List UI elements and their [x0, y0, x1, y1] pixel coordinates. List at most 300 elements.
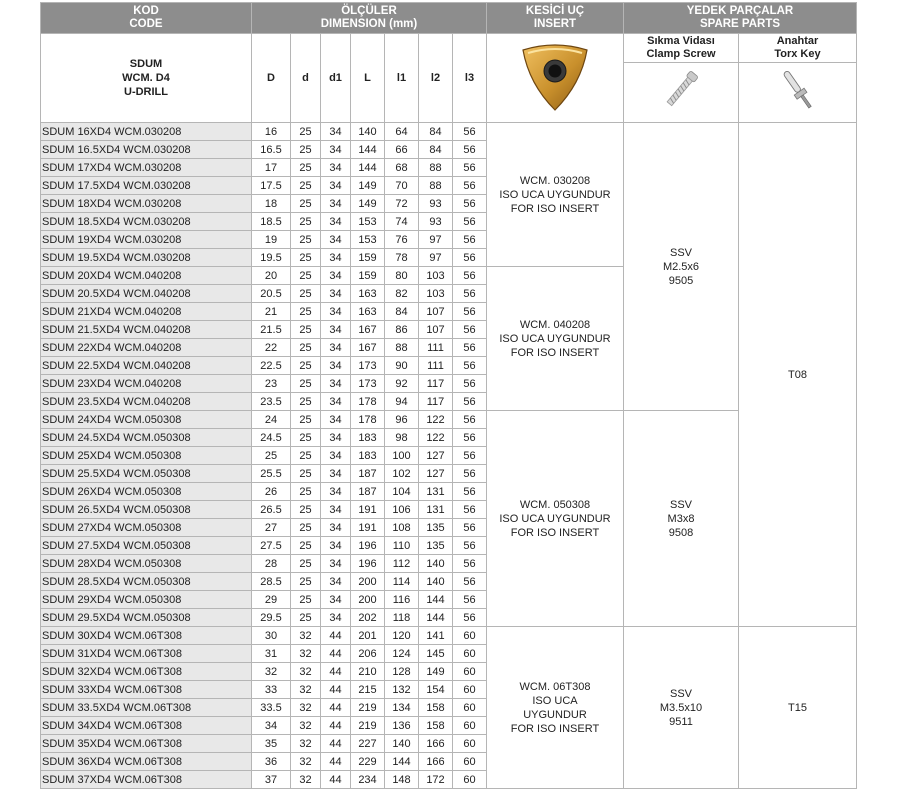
clamp-screw-header-tr: Sıkma Vidası	[647, 35, 715, 48]
dim-value-l3: 56	[453, 537, 487, 555]
dim-value-l2: 158	[419, 699, 453, 717]
dim-value-D: 37	[252, 771, 291, 789]
dim-value-l1: 128	[385, 663, 419, 681]
dim-value-l2: 149	[419, 663, 453, 681]
clamp-screw-spec-line: M3.5x10	[659, 701, 703, 714]
dim-value-D: 21	[252, 303, 291, 321]
dim-value-D: 33.5	[252, 699, 291, 717]
dim-value-l3: 56	[453, 267, 487, 285]
clamp-screw-spec-line: 9511	[669, 715, 693, 728]
dim-value-d1: 44	[321, 627, 351, 645]
dim-value-D: 19.5	[252, 249, 291, 267]
dim-value-d1: 34	[321, 141, 351, 159]
product-code: SDUM 31XD4 WCM.06T308	[41, 645, 252, 663]
dim-value-d: 25	[291, 285, 321, 303]
product-code: SDUM 24XD4 WCM.050308	[41, 411, 252, 429]
product-code: SDUM 34XD4 WCM.06T308	[41, 717, 252, 735]
dim-value-l1: 120	[385, 627, 419, 645]
dim-value-l1: 88	[385, 339, 419, 357]
dim-value-d1: 44	[321, 645, 351, 663]
dim-value-D: 24	[252, 411, 291, 429]
dim-value-l3: 56	[453, 393, 487, 411]
dim-value-d: 25	[291, 483, 321, 501]
dim-value-l1: 116	[385, 591, 419, 609]
dimension-header	[252, 3, 487, 34]
torx-key-spec	[739, 123, 857, 627]
dim-value-d1: 34	[321, 321, 351, 339]
dim-value-l1: 112	[385, 555, 419, 573]
torx-key-header-en: Torx Key	[774, 48, 821, 61]
dim-value-L: 202	[351, 609, 385, 627]
product-code: SDUM 35XD4 WCM.06T308	[41, 735, 252, 753]
dim-value-d: 25	[291, 123, 321, 141]
product-code: SDUM 27.5XD4 WCM.050308	[41, 537, 252, 555]
dim-value-L: 196	[351, 537, 385, 555]
dim-value-d: 25	[291, 357, 321, 375]
dim-value-l2: 144	[419, 609, 453, 627]
dim-value-d1: 34	[321, 339, 351, 357]
dim-value-l2: 111	[419, 339, 453, 357]
dim-value-D: 18	[252, 195, 291, 213]
dim-value-d1: 44	[321, 699, 351, 717]
dim-value-d: 32	[291, 681, 321, 699]
dim-value-d: 25	[291, 195, 321, 213]
dim-col-L: L	[351, 34, 385, 123]
dim-value-L: 178	[351, 411, 385, 429]
dim-value-l1: 132	[385, 681, 419, 699]
dim-value-L: 200	[351, 573, 385, 591]
insert-spec-line: ISO UCA UYGUNDUR	[499, 188, 611, 201]
product-code: SDUM 33XD4 WCM.06T308	[41, 681, 252, 699]
header-row-second	[41, 34, 857, 63]
product-code: SDUM 26.5XD4 WCM.050308	[41, 501, 252, 519]
torx-key-header	[739, 34, 857, 63]
dim-value-l3: 56	[453, 411, 487, 429]
dim-col-d: d	[291, 34, 321, 123]
dim-value-l3: 56	[453, 195, 487, 213]
product-code: SDUM 17XD4 WCM.030208	[41, 159, 252, 177]
insert-header-en: INSERT	[533, 18, 577, 30]
product-code: SDUM 18.5XD4 WCM.030208	[41, 213, 252, 231]
product-code: SDUM 25.5XD4 WCM.050308	[41, 465, 252, 483]
dim-value-l1: 70	[385, 177, 419, 195]
dim-value-d1: 34	[321, 429, 351, 447]
product-code: SDUM 21XD4 WCM.040208	[41, 303, 252, 321]
dim-value-l2: 158	[419, 717, 453, 735]
dim-value-l1: 86	[385, 321, 419, 339]
dim-value-L: 153	[351, 231, 385, 249]
dim-value-l3: 60	[453, 627, 487, 645]
dim-value-l1: 74	[385, 213, 419, 231]
dim-value-d: 25	[291, 231, 321, 249]
dim-value-l2: 154	[419, 681, 453, 699]
dim-value-d1: 34	[321, 537, 351, 555]
dim-value-d: 25	[291, 465, 321, 483]
clamp-screw-spec	[624, 123, 739, 411]
insert-spec-line: FOR ISO INSERT	[510, 202, 600, 215]
dim-value-d: 25	[291, 411, 321, 429]
dim-value-l3: 56	[453, 285, 487, 303]
product-code: SDUM 24.5XD4 WCM.050308	[41, 429, 252, 447]
dim-value-d: 32	[291, 627, 321, 645]
dim-value-D: 33	[252, 681, 291, 699]
dim-value-L: 191	[351, 519, 385, 537]
dim-value-l1: 82	[385, 285, 419, 303]
dim-value-D: 24.5	[252, 429, 291, 447]
dim-value-d: 25	[291, 249, 321, 267]
dim-value-l3: 56	[453, 357, 487, 375]
dim-value-l1: 98	[385, 429, 419, 447]
dim-value-l1: 114	[385, 573, 419, 591]
dim-value-l2: 141	[419, 627, 453, 645]
dim-value-D: 19	[252, 231, 291, 249]
dim-value-L: 200	[351, 591, 385, 609]
dim-value-l2: 107	[419, 303, 453, 321]
dim-value-L: 163	[351, 285, 385, 303]
spare-parts-header-tr: YEDEK PARÇALAR	[686, 5, 794, 17]
dim-value-L: 159	[351, 267, 385, 285]
dim-value-l3: 56	[453, 519, 487, 537]
dim-value-d1: 34	[321, 285, 351, 303]
dim-value-D: 34	[252, 717, 291, 735]
torx-key-header-tr: Anahtar	[776, 35, 819, 48]
dim-value-d1: 34	[321, 465, 351, 483]
insert-spec-line: FOR ISO INSERT	[510, 346, 600, 359]
dim-value-l1: 72	[385, 195, 419, 213]
dim-value-d: 25	[291, 303, 321, 321]
dim-value-l1: 68	[385, 159, 419, 177]
dim-value-L: 206	[351, 645, 385, 663]
product-code: SDUM 37XD4 WCM.06T308	[41, 771, 252, 789]
dim-value-d1: 34	[321, 123, 351, 141]
dim-value-l1: 80	[385, 267, 419, 285]
dim-value-l3: 56	[453, 555, 487, 573]
table-row	[41, 627, 857, 645]
dim-value-l2: 127	[419, 465, 453, 483]
clamp-screw-spec-line: 9505	[668, 274, 694, 287]
dim-value-d1: 34	[321, 393, 351, 411]
dim-value-l1: 140	[385, 735, 419, 753]
clamp-screw-image-cell	[624, 63, 739, 123]
product-code: SDUM 16.5XD4 WCM.030208	[41, 141, 252, 159]
dim-value-d1: 34	[321, 357, 351, 375]
insert-spec-line: FOR ISO INSERT	[510, 526, 600, 539]
product-table	[40, 2, 857, 789]
dim-value-l3: 56	[453, 159, 487, 177]
dim-value-l2: 111	[419, 357, 453, 375]
dim-value-l3: 56	[453, 213, 487, 231]
torx-key-icon	[776, 65, 820, 115]
dim-value-d: 25	[291, 591, 321, 609]
torx-key-spec	[739, 627, 857, 789]
dim-value-d1: 34	[321, 249, 351, 267]
dim-value-l2: 93	[419, 213, 453, 231]
dim-value-d: 25	[291, 555, 321, 573]
dim-value-l3: 60	[453, 699, 487, 717]
insert-spec-line: UYGUNDUR	[523, 708, 587, 721]
dim-value-D: 21.5	[252, 321, 291, 339]
dim-value-L: 163	[351, 303, 385, 321]
dim-value-l2: 97	[419, 249, 453, 267]
dimension-header-tr: ÖLÇÜLER	[341, 5, 397, 17]
insert-image-cell	[487, 34, 624, 123]
dim-value-l2: 140	[419, 555, 453, 573]
product-code: SDUM 22.5XD4 WCM.040208	[41, 357, 252, 375]
dim-value-l2: 84	[419, 123, 453, 141]
dim-value-L: 144	[351, 141, 385, 159]
dimension-header-en: DIMENSION (mm)	[320, 18, 418, 30]
dim-value-L: 215	[351, 681, 385, 699]
dim-value-d: 32	[291, 753, 321, 771]
product-code: SDUM 28.5XD4 WCM.050308	[41, 573, 252, 591]
clamp-screw-icon	[659, 65, 703, 115]
dim-value-d1: 34	[321, 555, 351, 573]
dim-value-D: 22	[252, 339, 291, 357]
dim-value-d: 32	[291, 717, 321, 735]
dim-value-l1: 104	[385, 483, 419, 501]
dim-value-d: 25	[291, 573, 321, 591]
dim-value-D: 20.5	[252, 285, 291, 303]
dim-value-D: 36	[252, 753, 291, 771]
dim-value-D: 27.5	[252, 537, 291, 555]
dim-value-L: 210	[351, 663, 385, 681]
dim-value-l1: 94	[385, 393, 419, 411]
dim-value-l2: 144	[419, 591, 453, 609]
dim-col-D: D	[252, 34, 291, 123]
header-row-top	[41, 3, 857, 34]
dim-value-d: 32	[291, 663, 321, 681]
dim-value-d1: 34	[321, 231, 351, 249]
dim-value-D: 28.5	[252, 573, 291, 591]
dim-value-L: 229	[351, 753, 385, 771]
dim-value-d1: 44	[321, 753, 351, 771]
dim-value-d: 32	[291, 645, 321, 663]
dim-value-l3: 56	[453, 591, 487, 609]
dim-value-L: 173	[351, 357, 385, 375]
torx-key-image-cell	[739, 63, 857, 123]
product-code: SDUM 20.5XD4 WCM.040208	[41, 285, 252, 303]
dim-value-d1: 34	[321, 591, 351, 609]
dim-value-d1: 34	[321, 303, 351, 321]
insert-spec-line: ISO UCA UYGUNDUR	[499, 332, 611, 345]
dim-value-d: 25	[291, 177, 321, 195]
dim-value-l3: 56	[453, 465, 487, 483]
insert-spec-line: WCM. 06T308	[519, 680, 591, 693]
dim-value-d1: 34	[321, 177, 351, 195]
dim-value-L: 234	[351, 771, 385, 789]
dim-value-l2: 172	[419, 771, 453, 789]
torx-key-spec-line: T08	[788, 368, 807, 381]
insert-spec	[487, 627, 624, 789]
product-title-line1: SDUM	[129, 58, 163, 70]
dim-value-l3: 56	[453, 231, 487, 249]
dim-value-l2: 97	[419, 231, 453, 249]
clamp-screw-spec-line: 9508	[668, 526, 694, 539]
dim-value-D: 25	[252, 447, 291, 465]
dim-value-d: 25	[291, 429, 321, 447]
dim-value-d: 25	[291, 141, 321, 159]
dim-value-L: 219	[351, 699, 385, 717]
clamp-screw-spec-line: SSV	[669, 498, 692, 511]
dim-value-L: 183	[351, 447, 385, 465]
dim-value-l1: 102	[385, 465, 419, 483]
dim-value-l3: 56	[453, 123, 487, 141]
dim-value-L: 159	[351, 249, 385, 267]
dim-value-l3: 60	[453, 681, 487, 699]
dim-value-d: 25	[291, 213, 321, 231]
dim-value-l1: 106	[385, 501, 419, 519]
dim-value-l2: 88	[419, 159, 453, 177]
dim-value-l1: 136	[385, 717, 419, 735]
clamp-screw-spec-line: M2.5x6	[662, 260, 700, 273]
dim-value-l1: 100	[385, 447, 419, 465]
product-code: SDUM 17.5XD4 WCM.030208	[41, 177, 252, 195]
dim-value-l1: 84	[385, 303, 419, 321]
dim-value-L: 227	[351, 735, 385, 753]
dim-value-L: 183	[351, 429, 385, 447]
insert-spec-line: ISO UCA UYGUNDUR	[499, 512, 611, 525]
dim-value-l3: 56	[453, 141, 487, 159]
dim-value-l2: 140	[419, 573, 453, 591]
dim-value-d: 25	[291, 393, 321, 411]
dim-value-L: 201	[351, 627, 385, 645]
dim-value-L: 149	[351, 195, 385, 213]
product-code: SDUM 27XD4 WCM.050308	[41, 519, 252, 537]
dim-value-D: 25.5	[252, 465, 291, 483]
dim-value-l3: 56	[453, 375, 487, 393]
dim-value-D: 26	[252, 483, 291, 501]
dim-value-l2: 93	[419, 195, 453, 213]
dim-value-l3: 56	[453, 321, 487, 339]
dim-col-d1: d1	[321, 34, 351, 123]
code-header-en: CODE	[129, 18, 163, 30]
dim-value-l2: 131	[419, 501, 453, 519]
product-code: SDUM 23.5XD4 WCM.040208	[41, 393, 252, 411]
dim-value-D: 29.5	[252, 609, 291, 627]
dim-value-l2: 107	[419, 321, 453, 339]
dim-value-d: 25	[291, 537, 321, 555]
clamp-screw-header-en: Clamp Screw	[646, 48, 716, 61]
dim-value-L: 196	[351, 555, 385, 573]
dim-value-D: 26.5	[252, 501, 291, 519]
dim-value-d: 25	[291, 609, 321, 627]
dim-value-l2: 135	[419, 537, 453, 555]
insert-spec-line: WCM. 040208	[519, 318, 591, 331]
product-code: SDUM 23XD4 WCM.040208	[41, 375, 252, 393]
dim-value-l2: 117	[419, 393, 453, 411]
dim-value-l2: 135	[419, 519, 453, 537]
insert-spec	[487, 411, 624, 627]
dim-value-L: 187	[351, 483, 385, 501]
dim-value-d1: 44	[321, 663, 351, 681]
dim-value-l1: 134	[385, 699, 419, 717]
dim-value-l1: 78	[385, 249, 419, 267]
dim-value-D: 17.5	[252, 177, 291, 195]
torx-key-spec-line: T15	[788, 701, 807, 714]
clamp-screw-spec	[624, 627, 739, 789]
insert-spec	[487, 267, 624, 411]
dim-value-l2: 127	[419, 447, 453, 465]
dim-value-l3: 60	[453, 753, 487, 771]
product-code: SDUM 16XD4 WCM.030208	[41, 123, 252, 141]
dim-value-l3: 56	[453, 501, 487, 519]
dim-value-d1: 44	[321, 681, 351, 699]
dim-value-l1: 66	[385, 141, 419, 159]
dim-value-L: 173	[351, 375, 385, 393]
table-body	[41, 123, 857, 789]
dim-value-l2: 103	[419, 285, 453, 303]
dim-value-d1: 44	[321, 771, 351, 789]
dim-value-d: 25	[291, 267, 321, 285]
dim-value-D: 17	[252, 159, 291, 177]
dim-value-l2: 145	[419, 645, 453, 663]
spare-parts-header-en: SPARE PARTS	[699, 18, 781, 30]
dim-value-D: 31	[252, 645, 291, 663]
dim-value-D: 23.5	[252, 393, 291, 411]
dim-value-L: 140	[351, 123, 385, 141]
dim-value-D: 20	[252, 267, 291, 285]
dim-value-D: 29	[252, 591, 291, 609]
product-code: SDUM 28XD4 WCM.050308	[41, 555, 252, 573]
dim-value-l1: 90	[385, 357, 419, 375]
dim-value-d: 32	[291, 699, 321, 717]
dim-col-l1: l1	[385, 34, 419, 123]
dim-value-l1: 118	[385, 609, 419, 627]
dim-value-l2: 103	[419, 267, 453, 285]
dim-value-D: 23	[252, 375, 291, 393]
product-code: SDUM 33.5XD4 WCM.06T308	[41, 699, 252, 717]
dim-value-D: 27	[252, 519, 291, 537]
dim-col-l3: l3	[453, 34, 487, 123]
insert-spec-line: WCM. 030208	[519, 174, 591, 187]
dim-value-D: 16.5	[252, 141, 291, 159]
insert-header-tr: KESİCİ UÇ	[525, 5, 585, 17]
dim-value-d1: 34	[321, 447, 351, 465]
insert-image-icon	[517, 38, 593, 114]
dim-value-l1: 92	[385, 375, 419, 393]
product-title	[41, 34, 252, 123]
product-code: SDUM 26XD4 WCM.050308	[41, 483, 252, 501]
table-row	[41, 411, 857, 429]
product-code: SDUM 18XD4 WCM.030208	[41, 195, 252, 213]
product-code: SDUM 36XD4 WCM.06T308	[41, 753, 252, 771]
dim-value-l3: 60	[453, 645, 487, 663]
dim-value-l1: 144	[385, 753, 419, 771]
dim-value-d1: 34	[321, 573, 351, 591]
dim-value-d1: 44	[321, 735, 351, 753]
dim-value-l3: 60	[453, 735, 487, 753]
product-code: SDUM 30XD4 WCM.06T308	[41, 627, 252, 645]
dim-value-d1: 34	[321, 213, 351, 231]
dim-value-l3: 56	[453, 249, 487, 267]
dim-value-d1: 34	[321, 501, 351, 519]
dim-value-L: 191	[351, 501, 385, 519]
product-code: SDUM 29XD4 WCM.050308	[41, 591, 252, 609]
dim-value-d: 25	[291, 159, 321, 177]
dim-value-d1: 34	[321, 519, 351, 537]
product-code: SDUM 21.5XD4 WCM.040208	[41, 321, 252, 339]
dim-value-D: 30	[252, 627, 291, 645]
insert-header	[487, 3, 624, 34]
dim-value-d: 32	[291, 771, 321, 789]
code-header-tr: KOD	[133, 5, 159, 17]
dim-value-d1: 34	[321, 375, 351, 393]
dim-value-L: 167	[351, 321, 385, 339]
dim-value-l1: 76	[385, 231, 419, 249]
dim-value-d1: 34	[321, 267, 351, 285]
clamp-screw-spec	[624, 411, 739, 627]
product-code: SDUM 29.5XD4 WCM.050308	[41, 609, 252, 627]
